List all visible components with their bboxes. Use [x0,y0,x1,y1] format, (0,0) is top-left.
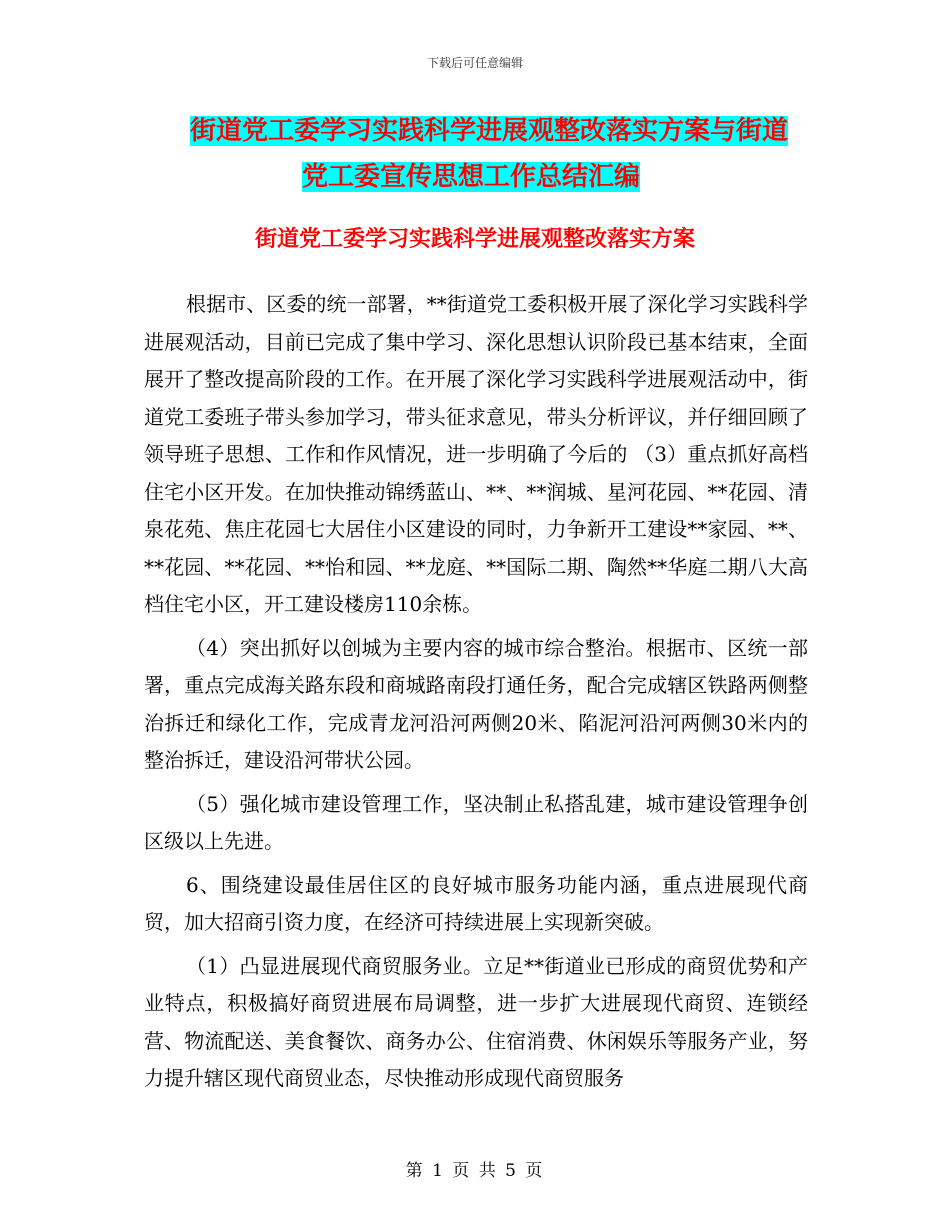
page-number: 第 1 页 共 5 页 [405,1161,545,1181]
paragraph: 6、围绕建设最佳居住区的良好城市服务功能内涵，重点进展现代商贸，加大招商引资力度，在经济可持续进展上实现新突破。 [144,872,808,934]
paragraph: （5）强化城市建设管理工作，坚决制止私搭乱建，城市建设管理争创区级以上先进。 [144,791,808,853]
paragraph: （4）突出抓好以创城为主要内容的城市综合整治。根据市、区统一部署，重点完成海关路东段和商城路南段打通任务，配合完成辖区铁路两侧整治拆迁和绿化工作，完成青龙河沿河两侧20米、陷泥河沿河两侧30米内的整治拆迁，建设沿河带状公园。 [144,635,808,772]
title-line-2: 党工委宣传思想工作总结汇编 [302,162,641,192]
document-body [144,286,808,1104]
title-line-1: 街道党工委学习实践科学进展观整改落实方案与街道 [190,116,789,146]
document-title [190,108,810,200]
section-title: 街道党工委学习实践科学进展观整改落实方案 [254,227,695,252]
paragraph: （1）凸显进展现代商贸服务业。立足**街道业已形成的商贸优势和产业特点，积极搞好商贸进展布局调整，进一步扩大进展现代商贸、连锁经营、物流配送、美食餐饮、商务办公、住宿消费、休闲娱乐等服务产业，努力提升辖区现代商贸业态，尽快推动形成现代商贸服务 [144,953,808,1090]
paragraph: 根据市、区委的统一部署，**街道党工委积极开展了深化学习实践科学进展观活动，目前已完成了集中学习、深化思想认识阶段已基本结束，全面展开了整改提高阶段的工作。在开展了深化学习实践科学进展观活动中，街道党工委班子带头参加学习，带头征求意见，带头分析评议，并仔细回顾了领导班子思想、工作和作风情况，进一步明确了今后的 （3）重点抓好高档住宅小区开发。在加快推动锦绣蓝山、**、**润城、星河花园、**花园、清泉花苑、焦庄花园七大居住小区建设的同时，力争新开工建设**家园、**、**花园、**花园、**怡和园、**龙庭、**国际二期、陶然**华庭二期八大高档住宅小区，开工建设楼房110余栋。 [144,292,808,616]
header-note: 下载后可任意编辑 [426,56,523,70]
